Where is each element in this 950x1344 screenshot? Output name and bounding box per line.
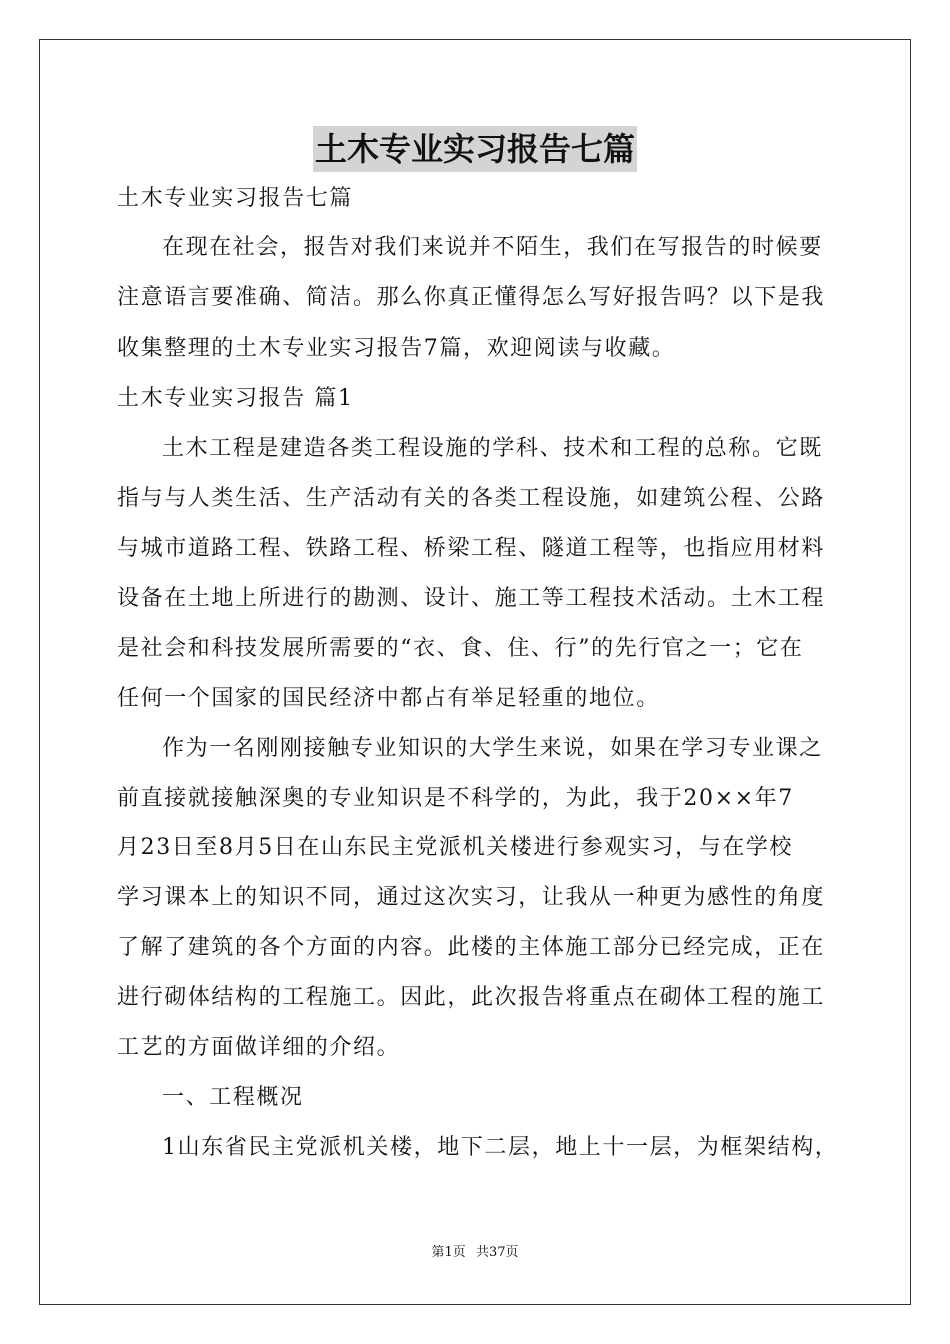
intro-line: 注意语言要准确、简洁。那么你真正懂得怎么写好报告吗？以下是我 — [117, 285, 826, 310]
paragraph-line: 了解了建筑的各个方面的内容。此楼的主体施工部分已经完成，正在 — [117, 935, 826, 960]
intro-line: 收集整理的土木专业实习报告7篇，欢迎阅读与收藏。 — [117, 336, 676, 361]
paragraph-line: 工艺的方面做详细的介绍。 — [117, 1035, 401, 1060]
page-border — [39, 39, 911, 1305]
paragraph-line: 任何一个国家的国民经济中都占有举足轻重的地位。 — [117, 686, 660, 711]
document-title: 土木专业实习报告七篇 — [313, 126, 637, 172]
document-subtitle: 土木专业实习报告七篇 — [117, 186, 354, 211]
paragraph-line: 月23日至8月5日在山东民主党派机关楼进行参观实习，与在学校 — [117, 835, 793, 860]
paragraph-line: 指与与人类生活、生产活动有关的各类工程设施，如建筑公程、公路 — [117, 486, 826, 511]
title-container — [0, 126, 950, 172]
page-total: 共37页 — [475, 1245, 519, 1260]
intro-line: 在现在社会，报告对我们来说并不陌生，我们在写报告的时候要 — [162, 235, 823, 260]
page-footer — [0, 1244, 950, 1262]
paragraph-line: 1山东省民主党派机关楼，地下二层，地上十一层，为框架结构， — [162, 1135, 838, 1160]
section-heading: 土木专业实习报告 篇1 — [117, 386, 354, 411]
paragraph-line: 土木工程是建造各类工程设施的学科、技术和工程的总称。它既 — [162, 436, 823, 461]
paragraph-line: 设备在土地上所进行的勘测、设计、施工等工程技术活动。土木工程 — [117, 586, 826, 611]
paragraph-line: 作为一名刚刚接触专业知识的大学生来说，如果在学习专业课之 — [162, 736, 823, 761]
paragraph-line: 与城市道路工程、铁路工程、桥梁工程、隧道工程等，也指应用材料 — [117, 536, 826, 561]
paragraph-line: 学习课本上的知识不同，通过这次实习，让我从一种更为感性的角度 — [117, 885, 826, 910]
subheading: 一、工程概况 — [162, 1085, 304, 1110]
paragraph-line: 前直接就接触深奥的专业知识是不科学的，为此，我于20××年7 — [117, 786, 794, 811]
page-number: 第1页 — [431, 1245, 466, 1260]
paragraph-line: 进行砌体结构的工程施工。因此，此次报告将重点在砌体工程的施工 — [117, 985, 826, 1010]
paragraph-line: 是社会和科技发展所需要的“衣、食、住、行”的先行官之一；它在 — [117, 636, 804, 661]
